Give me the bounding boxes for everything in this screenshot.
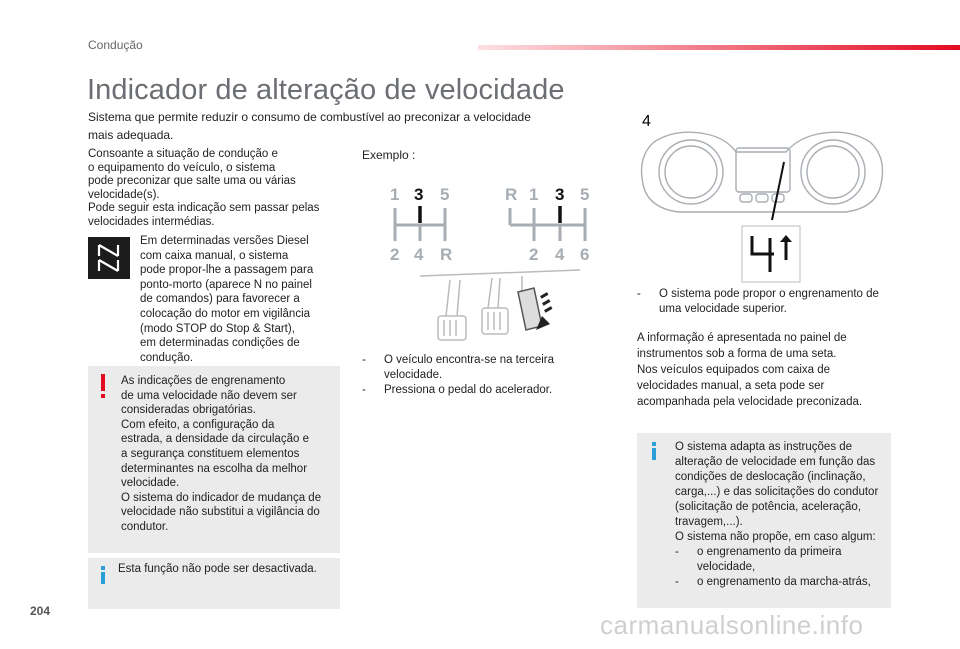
text-line: travagem,...). [675,516,743,528]
text-line: velocidade(s). [88,188,160,201]
instrument-panel-illustration [636,128,888,228]
text-line: pode propor-lhe a passagem para [140,264,314,277]
display-paragraph [637,330,889,410]
bullet-item [637,287,893,317]
gear-label: 2 [390,245,400,264]
text-line: A informação é apresentada no painel de [637,332,847,344]
bullet-dash: - [675,576,679,588]
bullet-item [675,545,887,575]
example-label: Exemplo : [362,148,416,162]
text-line: condições de deslocação (inclinação, [675,471,866,483]
info-text [675,440,887,590]
bullet-item [362,353,612,383]
bullet-dash: - [637,288,641,300]
gear-label: R [440,245,453,264]
gear-label: 3 [555,185,565,204]
gear-label: R [505,185,518,204]
gear-label: 4 [555,245,565,264]
gear-label: 5 [440,185,450,204]
info-i-icon [649,442,659,460]
bullet-item [675,575,887,590]
text-line: ponto-morto (aparece N no painel [140,278,312,291]
text-line: (solicitação de potência, aceleração, [675,501,862,513]
neutral-paragraph [140,234,340,365]
text-line: O sistema do indicador de mudança de [121,491,322,504]
text-line: com caixa manual, o sistema [140,249,289,262]
text-line: estrada, a densidade da circulação e [121,433,309,446]
text-line: Em determinadas versões Diesel [140,235,309,247]
text-line: de comandos) para favorecer a [140,293,300,306]
gearbox-5-speed [390,185,452,264]
page-number: 204 [30,604,51,618]
text-line: o engrenamento da primeira [697,546,842,558]
text-line: consideradas obrigatórias. [121,404,256,417]
text-line: o equipamento do veículo, o sistema [88,161,276,174]
bullet-dash: - [362,384,366,396]
text-line: velocidades manual, a seta pode ser [637,380,825,392]
text-line: instrumentos sob a forma de uma seta. [637,348,837,360]
text-line: velocidade. [384,369,443,381]
text-line: O sistema não propõe, em caso algum: [675,531,876,543]
text-line: O sistema pode propor o engrenamento de [659,288,879,300]
warning-text [121,374,336,535]
text-line: alteração de velocidade em função das [675,456,876,468]
text-line: Pode seguir esta indicação sem passar pelas [88,202,320,214]
text-line: acompanhada pela velocidade preconizada. [637,396,863,408]
text-line: pode preconizar que salte uma ou várias [88,175,296,187]
gear-label: 4 [414,245,424,264]
watermark: carmanualsonline.info [600,610,864,640]
gear-label: 1 [529,185,539,204]
text-line: a segurança constituem elementos [121,447,300,460]
text-line: o engrenamento da marcha-atrás, [697,576,871,588]
bullet-item [362,383,612,398]
text-line: uma velocidade superior. [659,303,787,315]
text-line: em determinadas condições de [140,337,300,350]
gear-shift-display [642,113,800,282]
gear-label: 3 [414,185,424,204]
text-line: velocidades intermédias. [88,215,215,228]
text-line: O veículo encontra-se na terceira [384,354,555,366]
gear-label: 1 [390,185,400,204]
text-line: colocação do motor em vigilância [140,307,311,320]
text-line: O sistema adapta as instruções de [675,441,853,453]
text-line: condutor. [121,520,169,533]
display-digit-value: 4 [642,113,651,130]
text-line: (modo STOP do Stop & Start), [140,322,295,335]
gearbox-diagrams [360,180,610,270]
bullet-dash: - [675,546,679,558]
intro-text: Sistema que permite reduzir o consumo de combustível ao preconizar a velocidade mais adequada. [88,110,531,142]
text-line: carga,...) e das solicitações do condutor [675,486,879,498]
text-line: Nos veículos equipados com caixa de [637,364,831,376]
text-line: condução. [140,351,194,364]
header-accent-bar [478,45,960,50]
gear-label: 6 [580,245,590,264]
gear-label: 2 [529,245,539,264]
gear-label: 5 [580,185,590,204]
text-line: Com efeito, a configuração da [121,418,275,431]
pedals-illustration [410,268,590,348]
text-line: Consoante a situação de condução e [88,148,278,160]
section-name: Condução [88,38,143,52]
warning-exclamation-icon [98,374,108,400]
text-line: velocidade não substitui a vigilância do [121,506,320,519]
text-line: de uma velocidade não devem ser [121,389,297,402]
page-title: Indicador de alteração de velocidade [87,74,565,106]
text-line: Pressiona o pedal do acelerador. [384,384,553,396]
neutral-n-icon [88,237,130,279]
text-line: As indicações de engrenamento [121,375,286,387]
text-line: determinantes na escolha da melhor [121,462,308,475]
bullet-dash: - [362,354,366,366]
text-line: velocidade, [697,561,756,573]
info-i-icon [98,566,108,584]
gearbox-6-speed [505,185,589,264]
col1-paragraph [88,148,338,229]
info-text: Esta função não pode ser desactivada. [118,563,317,575]
text-line: velocidade. [121,477,180,490]
